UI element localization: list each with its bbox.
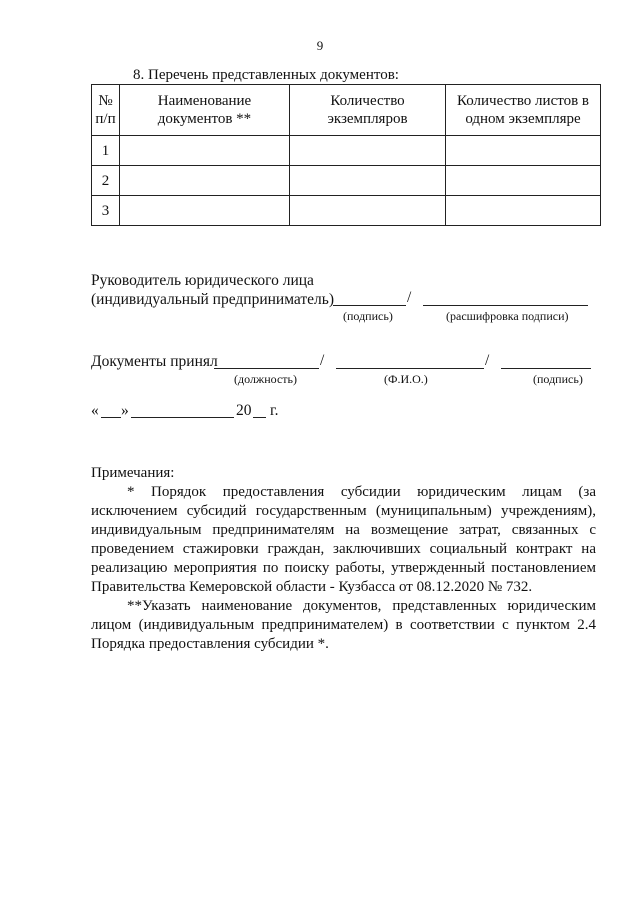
document-name-cell[interactable] <box>120 136 290 166</box>
date-day-line[interactable] <box>101 417 121 418</box>
note1-line: проведением стажировки граждан, заключивших социальный контракт на <box>91 541 596 557</box>
accepted-caption-name: (Ф.И.О.) <box>384 372 428 386</box>
note1-line: * Порядок предоставления субсидии юридическим лицам (за <box>127 484 596 500</box>
head-caption-decoding: (расшифровка подписи) <box>446 309 569 323</box>
accepted-signature-line[interactable] <box>501 368 591 369</box>
head-decoding-line[interactable] <box>423 305 588 306</box>
accepted-slash-2: / <box>485 352 490 369</box>
sheets-cell[interactable] <box>446 136 601 166</box>
note1-line: индивидуальным предпринимателям на возмещение затрат, связанных с <box>91 522 596 538</box>
note1-line: исключением субсидий государственным (муниципальным) учреждениям), <box>91 503 596 519</box>
head-title-line2: (индивидуальный предприниматель) <box>91 291 335 308</box>
table-row <box>92 166 601 196</box>
notes-block <box>91 464 596 654</box>
note1-line: реализацию мероприятия по поиску работы, утвержденный постановлением <box>91 560 596 576</box>
accepted-caption-position: (должность) <box>234 372 297 386</box>
notes-title: Примечания: <box>91 465 175 481</box>
date-year-line[interactable] <box>253 417 266 418</box>
note1-line: Правительства Кемеровской области - Кузбасса от 08.12.2020 № 732. <box>91 579 533 595</box>
section-title: 8. Перечень представленных документов: <box>133 67 399 83</box>
accepted-slash-1: / <box>320 352 325 369</box>
document-name-cell[interactable] <box>120 196 290 226</box>
accepted-caption-signature: (подпись) <box>533 372 583 386</box>
header-document-name: Наименование документов ** <box>120 85 290 136</box>
date-close-quote: » <box>121 402 129 419</box>
sheets-cell[interactable] <box>446 196 601 226</box>
page-number: 9 <box>316 38 324 53</box>
header-number: № п/п <box>92 85 120 136</box>
table-row <box>92 136 601 166</box>
copies-cell[interactable] <box>290 136 446 166</box>
note2-line: **Указать наименование документов, представленных юридическим <box>127 598 596 614</box>
accepted-label: Документы принял <box>91 353 218 370</box>
document-name-cell[interactable] <box>120 166 290 196</box>
table-row <box>92 196 601 226</box>
date-year-suffix: г. <box>270 402 279 419</box>
row-number: 1 <box>92 136 120 166</box>
row-number: 3 <box>92 196 120 226</box>
header-copies: Количество экземпляров <box>290 85 446 136</box>
accepted-name-line[interactable] <box>336 368 484 369</box>
row-number: 2 <box>92 166 120 196</box>
date-year-prefix: 20 <box>236 402 252 419</box>
table-header-row <box>92 85 601 136</box>
head-signature-line[interactable] <box>333 305 406 306</box>
copies-cell[interactable] <box>290 166 446 196</box>
accepted-position-line[interactable] <box>214 368 319 369</box>
sheets-cell[interactable] <box>446 166 601 196</box>
head-title-line1: Руководитель юридического лица <box>91 272 314 289</box>
note2-line: лицом (индивидуальным предпринимателем) в соответствии с пунктом 2.4 <box>91 617 596 633</box>
head-caption-signature: (подпись) <box>343 309 393 323</box>
date-open-quote: « <box>91 402 99 419</box>
documents-table <box>91 84 601 226</box>
note2-line: Порядка предоставления субсидии *. <box>91 636 329 652</box>
header-sheets: Количество листов в одном экземпляре <box>446 85 601 136</box>
date-month-line[interactable] <box>131 417 234 418</box>
head-slash: / <box>407 289 412 306</box>
copies-cell[interactable] <box>290 196 446 226</box>
